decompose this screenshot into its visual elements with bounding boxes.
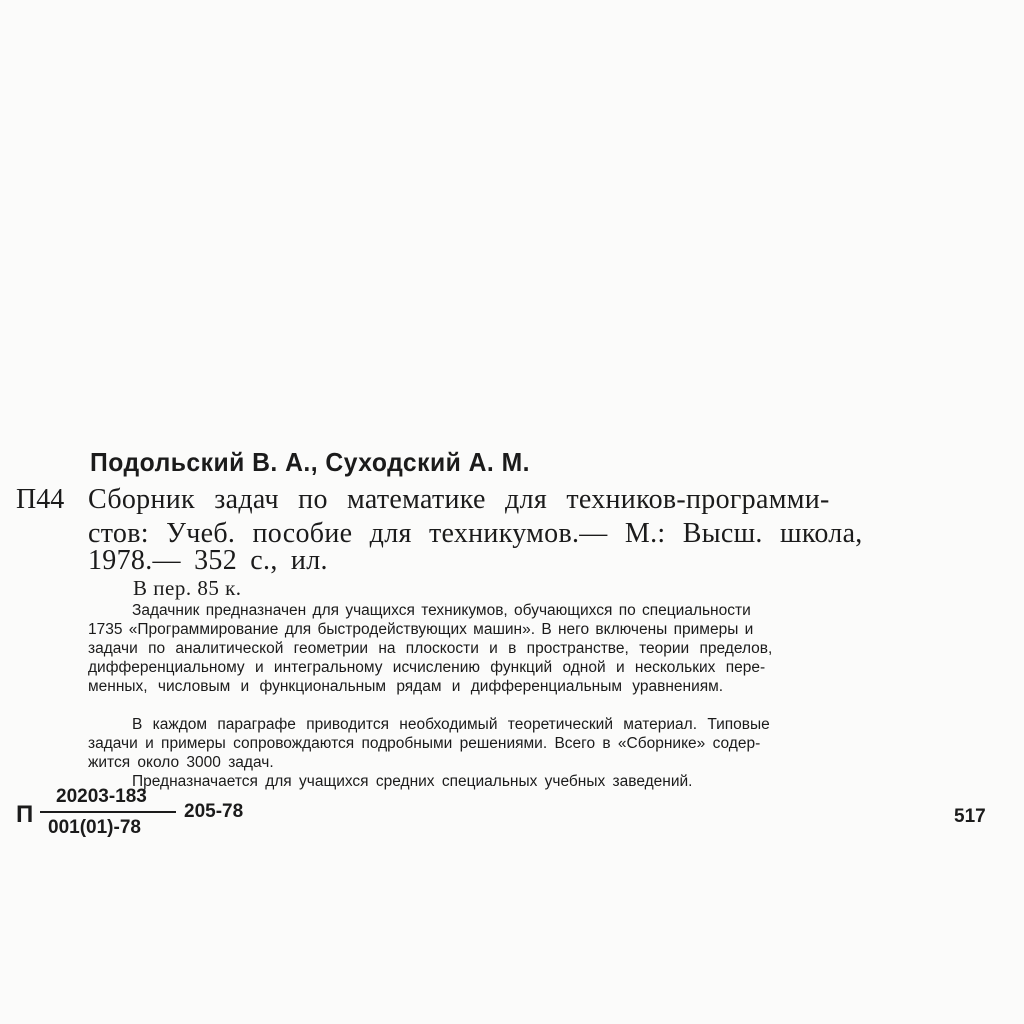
abstract-line: задачи по аналитической геометрии на плоскости и в пространстве, теории пределов,	[88, 640, 773, 657]
udc-number: 517	[954, 806, 986, 827]
authors-line: Подольский В. А., Суходский А. М.	[90, 447, 530, 477]
abstract-line: менных, числовым и функциональным рядам и дифференциальным уравнениям.	[88, 678, 724, 695]
abstract-line: дифференциальному и интегральному исчислению функций одной и нескольких пере-	[88, 659, 766, 676]
abstract-line: жится около 3000 задач.	[88, 754, 274, 771]
title-line: Сборник задач по математике для техников-программи-	[88, 484, 830, 515]
price: В пер. 85 к.	[133, 576, 242, 600]
abstract-line: В каждом параграфе приводится необходимый теоретический материал. Типовые	[132, 716, 770, 733]
index-denominator: 001(01)-78	[48, 817, 141, 838]
index-suffix: 205-78	[184, 801, 244, 822]
title-line: 1978.— 352 с., ил.	[88, 545, 328, 576]
fraction-bar	[40, 811, 176, 813]
title-line: стов: Учеб. пособие для техникумов.— М.: Высш. школа,	[88, 518, 863, 549]
abstract-line: Задачник предназначен для учащихся техникумов, обучающихся по специальности	[132, 602, 751, 619]
classification-code: П44	[16, 484, 65, 515]
abstract-line: Предназначается для учащихся средних специальных учебных заведений.	[132, 773, 693, 790]
index-numerator: 20203-183	[56, 786, 147, 807]
abstract-line: 1735 «Программирование для быстродействующих машин». В него включены примеры и	[88, 621, 754, 638]
index-prefix: П	[16, 801, 34, 828]
abstract-line: задачи и примеры сопровождаются подробными решениями. Всего в «Сборнике» содер-	[88, 735, 761, 752]
